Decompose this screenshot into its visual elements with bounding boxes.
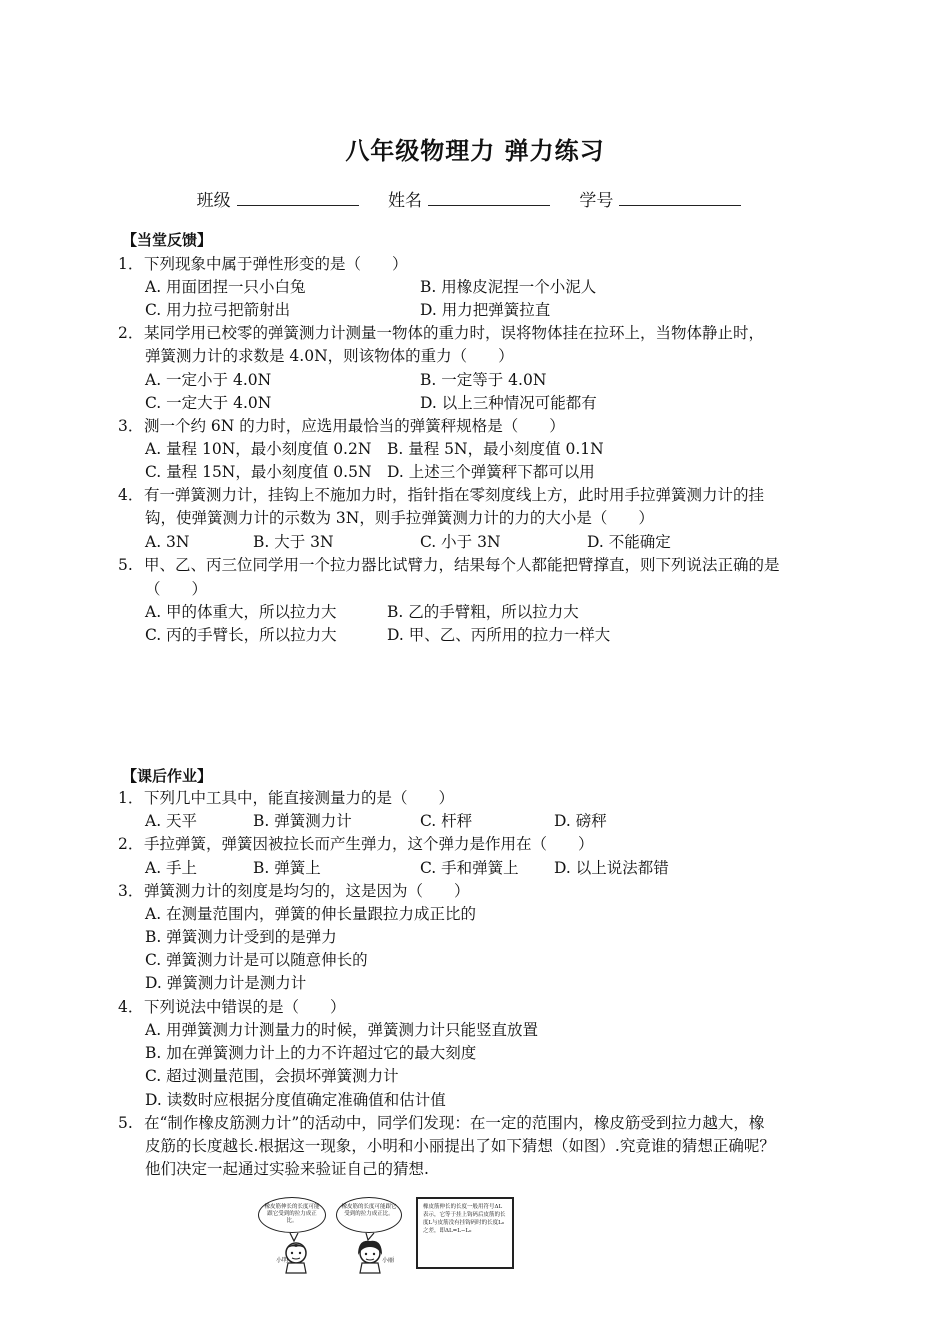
question (118, 484, 838, 507)
question-text-continued: 钩，使弹簧测力计的示数为 3N，则手拉弹簧测力计的力的大小是（ ） (145, 509, 654, 527)
option: B. 大于 3N (253, 533, 334, 551)
definition-note-box: 橡皮筋伸长的长度一般用符号ΔL表示，它等于挂上钩码后皮筋的长度L与皮筋没有挂钩码时的长度L₀之差，即ΔL=L−L₀ (416, 1197, 514, 1269)
question-number: 1． (118, 789, 144, 807)
option: C. 弹簧测力计是可以随意伸长的 (145, 951, 368, 969)
name-blank[interactable] (428, 191, 550, 206)
question-text: 下列说法中错误的是（ ） (144, 998, 346, 1016)
option: A. 在测量范围内，弹簧的伸长量跟拉力成正比的 (145, 905, 477, 923)
question (118, 253, 838, 276)
option: D. 以上说法都错 (554, 859, 669, 877)
question-text: 甲、乙、丙三位同学用一个拉力器比试臂力，结果每个人都能把臂撑直，则下列说法正确的是 (144, 556, 780, 574)
option: B. 加在弹簧测力计上的力不许超过它的最大刻度 (145, 1044, 477, 1062)
student-name-xiaoming: 小明 (276, 1257, 289, 1264)
question (118, 833, 838, 856)
option: B. 弹簧测力计 (253, 812, 352, 830)
option: A. 3N (145, 533, 190, 551)
option: C. 杆秤 (420, 812, 473, 830)
option: B. 弹簧上 (253, 859, 321, 877)
option: B. 一定等于 4.0N (420, 371, 547, 389)
question-number: 3． (118, 417, 144, 435)
speech-bubble-xiaoming: 橡皮筋伸长的长度可能跟它受到的拉力成正比。 (258, 1197, 326, 1233)
question-text: 手拉弹簧，弹簧因被拉长而产生弹力，这个弹力是作用在（ ） (144, 835, 594, 853)
option: D. 用力把弹簧拉直 (420, 301, 551, 319)
option: D. 弹簧测力计是测力计 (145, 974, 307, 992)
option: D. 不能确定 (587, 533, 671, 551)
section-heading: 【课后作业】 (122, 767, 213, 785)
option: C. 量程 15N，最小刻度值 0.5N (145, 463, 372, 481)
option: C. 小于 3N (420, 533, 501, 551)
option: D. 读数时应根据分度值确定准确值和估计值 (145, 1091, 446, 1109)
speech-bubble-xiaoli: 橡皮筋的长度可能跟它受到的拉力成正比。 (336, 1197, 402, 1233)
question-number: 1． (118, 255, 144, 273)
question-text-continued: 弹簧测力计的求数是 4.0N，则该物体的重力（ ） (145, 347, 514, 365)
option: C. 丙的手臂长，所以拉力大 (145, 626, 337, 644)
option: D. 上述三个弹簧秤下都可以用 (387, 463, 595, 481)
question (118, 322, 838, 345)
option: C. 用力拉弓把箭射出 (145, 301, 291, 319)
option: B. 用橡皮泥捏一个小泥人 (420, 278, 597, 296)
question-number: 3． (118, 882, 144, 900)
question-number: 5. (118, 556, 133, 574)
student-id-blank[interactable] (619, 191, 741, 206)
question-text: 弹簧测力计的刻度是均匀的，这是因为（ ） (144, 882, 470, 900)
hypothesis-figure (254, 1195, 518, 1281)
question-number: 2． (118, 835, 144, 853)
question (118, 1112, 838, 1135)
question-text: 测一个约 6N 的力时，应选用最恰当的弹簧秤规格是（ ） (144, 417, 565, 435)
question-number: 2． (118, 324, 144, 342)
option: C. 超过测量范围，会损坏弹簧测力计 (145, 1067, 399, 1085)
student-info-row (0, 186, 950, 211)
question-text: 有一弹簧测力计，挂钩上不施加力时，指针指在零刻度线上方，此时用手拉弹簧测力计的挂 (144, 486, 765, 504)
page-title: 八年级物理力 弹力练习 (345, 137, 605, 165)
question-text-continued: 他们决定一起通过实验来验证自己的猜想. (145, 1160, 429, 1178)
option: B. 乙的手臂粗，所以拉力大 (387, 603, 579, 621)
option: D. 以上三种情况可能都有 (420, 394, 597, 412)
question (118, 880, 838, 903)
question (118, 415, 838, 438)
question (118, 787, 838, 810)
question-text-continued: 皮筋的长度越长.根据这一现象，小明和小丽提出了如下猜想（如图）.究竟谁的猜想正确呢？ (145, 1137, 775, 1155)
option: A. 量程 10N，最小刻度值 0.2N (145, 440, 372, 458)
option: A. 用弹簧测力计测量力的时候，弹簧测力计只能竖直放置 (145, 1021, 539, 1039)
option: D. 磅秤 (554, 812, 607, 830)
student-name-xiaoli: 小丽 (382, 1257, 395, 1264)
option: A. 天平 (145, 812, 198, 830)
class-blank[interactable] (237, 191, 359, 206)
option: B. 量程 5N，最小刻度值 0.1N (387, 440, 604, 458)
option: D. 甲、乙、丙所用的拉力一样大 (387, 626, 611, 644)
option: A. 甲的体重大，所以拉力大 (145, 603, 337, 621)
question-text-continued: （ ） (145, 580, 208, 598)
option: C. 手和弹簧上 (420, 859, 519, 877)
student-id-label: 学号 (579, 191, 614, 211)
question-text: 在“制作橡皮筋测力计”的活动中，同学们发现：在一定的范围内，橡皮筋受到拉力越大，橡 (144, 1114, 765, 1132)
name-label: 姓名 (388, 191, 422, 211)
section-heading: 【当堂反馈】 (122, 231, 213, 249)
option: C. 一定大于 4.0N (145, 394, 272, 412)
option: A. 用面团捏一只小白兔 (145, 278, 306, 296)
question (118, 996, 838, 1019)
class-label: 班级 (196, 191, 231, 211)
option: A. 一定小于 4.0N (145, 371, 272, 389)
question-text: 某同学用已校零的弹簧测力计测量一物体的重力时，误将物体挂在拉环上，当物体静止时， (144, 324, 765, 342)
question-number: 4． (118, 998, 144, 1016)
option: A. 手上 (145, 859, 198, 877)
question-number: 5. (118, 1114, 133, 1132)
question (118, 554, 838, 577)
question-text: 下列几中工具中，能直接测量力的是（ ） (144, 789, 455, 807)
question-text: 下列现象中属于弹性形变的是（ ） (144, 255, 408, 273)
question-number: 4． (118, 486, 144, 504)
option: B. 弹簧测力计受到的是弹力 (145, 928, 337, 946)
